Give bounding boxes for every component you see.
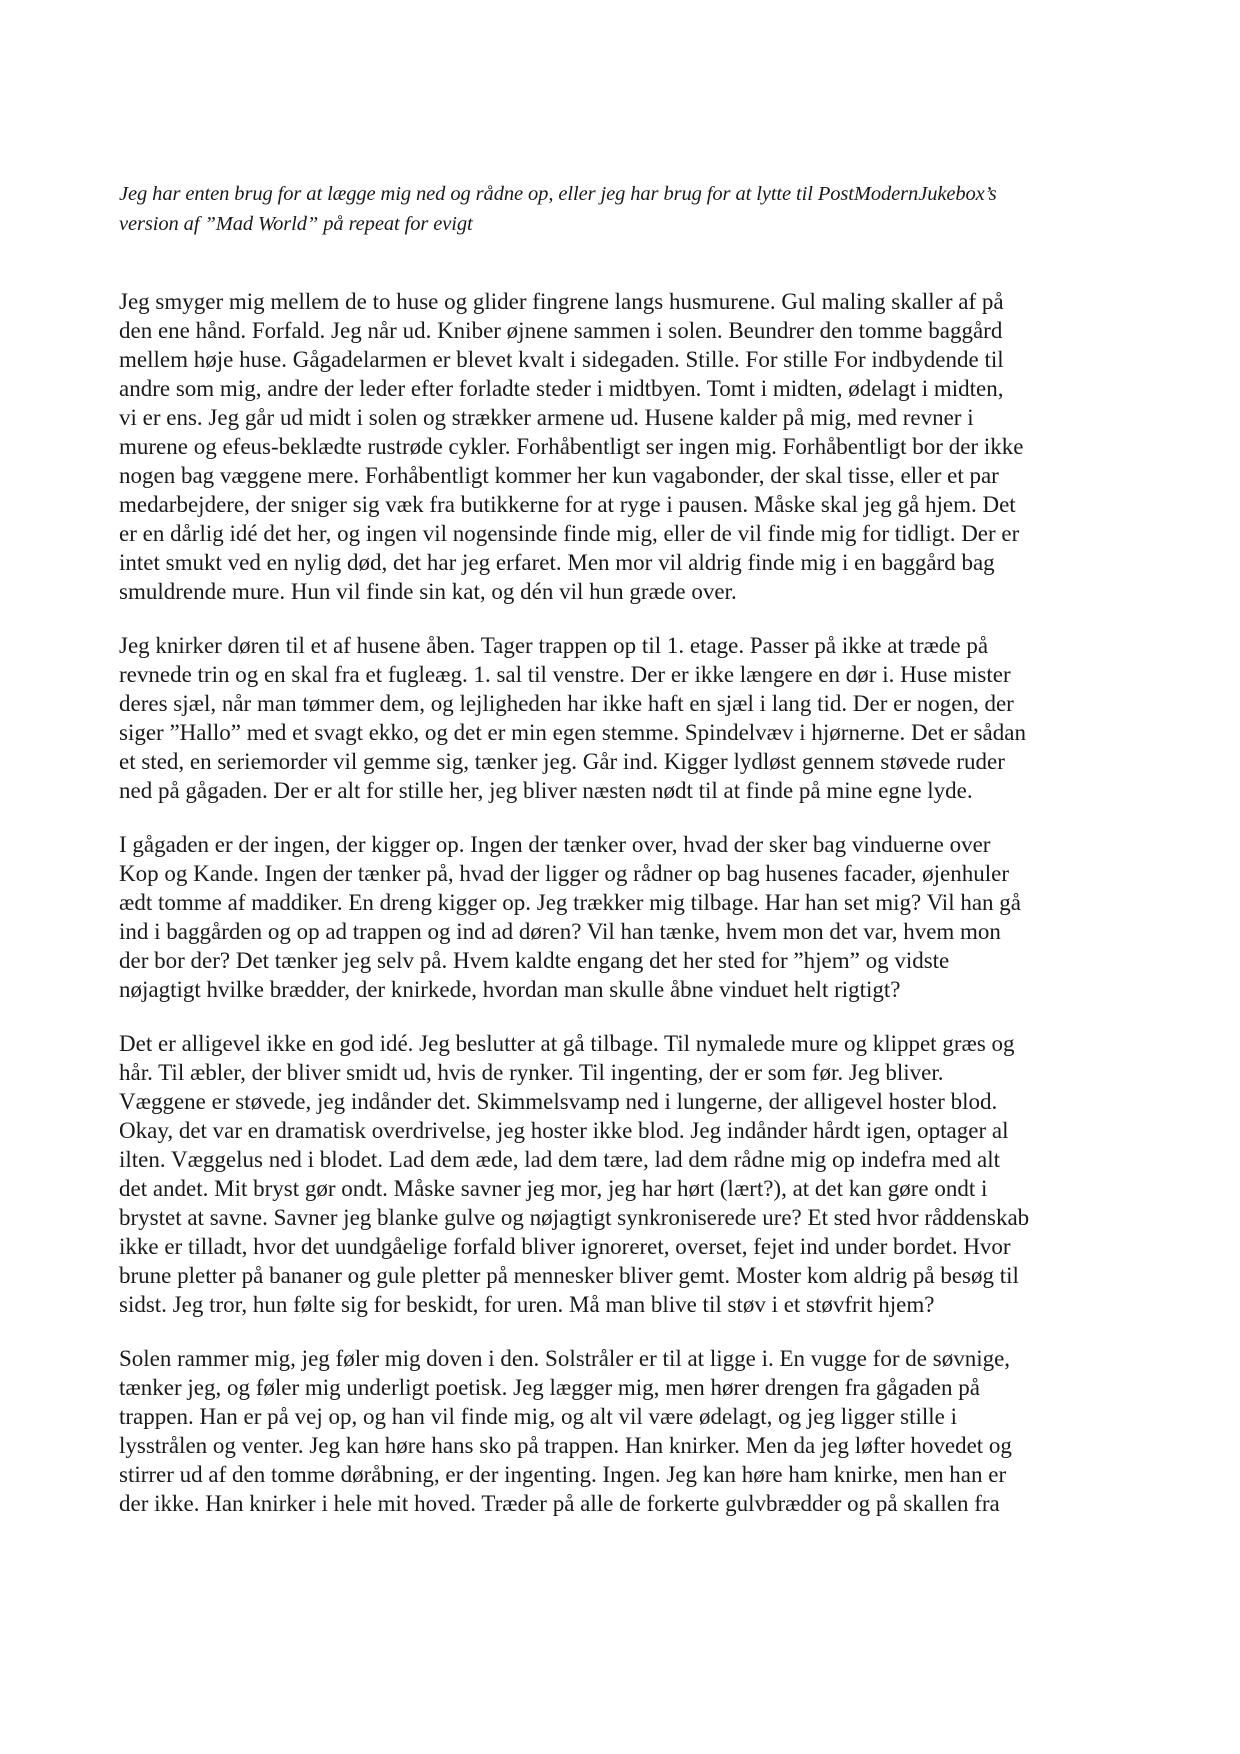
paragraph-line: Væggene er støvede, jeg indånder det. Skimmelsvamp ned i lungerne, der alligevel hoster blod. — [119, 1089, 998, 1114]
paragraph-line: ned på gågaden. Der er alt for stille her, jeg bliver næsten nødt til at finde på mine egne lyde. — [119, 778, 973, 803]
paragraph-line: Det er alligevel ikke en god idé. Jeg beslutter at gå tilbage. Til nymalede mure og klippet græs og — [119, 1031, 1015, 1056]
paragraph-line: murene og efeus-beklædte rustrøde cykler. Forhåbentligt ser ingen mig. Forhåbentligt bor der ikke — [119, 434, 1024, 459]
paragraph-line: deres sjæl, når man tømmer dem, og lejligheden har ikke haft en sjæl i lang tid. Der er nogen, der — [119, 691, 1014, 716]
paragraph-line: lysstrålen og venter. Jeg kan høre hans sko på trappen. Han knirker. Men da jeg løfter hovedet og — [119, 1433, 1012, 1458]
paragraph-line: stirrer ud af den tomme døråbning, er der ingenting. Ingen. Jeg kan høre ham knirke, men han er — [119, 1462, 1007, 1487]
document-title — [119, 179, 1129, 239]
paragraph-line: vi er ens. Jeg går ud midt i solen og strækker armene ud. Husene kalder på mig, med revner i — [119, 405, 974, 430]
paragraph-line: I gågaden er der ingen, der kigger op. Ingen der tænker over, hvad der sker bag vinduerne over — [119, 832, 991, 857]
paragraph-line: Okay, det var en dramatisk overdrivelse, jeg hoster ikke blod. Jeg indånder hårdt igen, optager al — [119, 1118, 1009, 1143]
paragraph-line: revnede trin og en skal fra et fugleæg. 1. sal til venstre. Der er ikke længere en dør i. Huse mister — [119, 662, 1011, 687]
paragraph-line: brystet at savne. Savner jeg blanke gulve og nøjagtigt synkroniserede ure? Et sted hvor råddenskab — [119, 1205, 1030, 1230]
paragraph-line: mellem høje huse. Gågadelarmen er blevet kvalt i sidegaden. Stille. For stille For indbydende til — [119, 347, 1004, 372]
title-line: Jeg har enten brug for at lægge mig ned og rådne op, eller jeg har brug for at lytte til PostModernJukebox’s — [119, 183, 997, 205]
paragraph-line: smuldrende mure. Hun vil finde sin kat, og dén vil hun græde over. — [119, 579, 737, 604]
paragraph-line: Kop og Kande. Ingen der tænker på, hvad der ligger og rådner op bag husenes facader, øjenhuler — [119, 861, 1010, 886]
paragraph-line: et sted, en seriemorder vil gemme sig, tænker jeg. Går ind. Kigger lydløst gennem støvede ruder — [119, 749, 1005, 774]
paragraph-line: trappen. Han er på vej op, og han vil finde mig, og alt vil være ødelagt, og jeg ligger stille i — [119, 1404, 958, 1429]
paragraph-line: ædt tomme af maddiker. En dreng kigger op. Jeg trækker mig tilbage. Har han set mig? Vil han gå — [119, 890, 1022, 915]
paragraph-line: medarbejdere, der sniger sig væk fra butikkerne for at ryge i pausen. Måske skal jeg gå hjem. Det — [119, 492, 1016, 517]
paragraph-line: den ene hånd. Forfald. Jeg når ud. Kniber øjnene sammen i solen. Beundrer den tomme baggård — [119, 318, 1003, 343]
paragraph — [119, 830, 1129, 1004]
paragraph-line: Jeg knirker døren til et af husene åben. Tager trappen op til 1. etage. Passer på ikke at træde på — [119, 633, 989, 658]
paragraph-line: der bor der? Det tænker jeg selv på. Hvem kaldte engang det her sted for ”hjem” og vidste — [119, 948, 950, 973]
paragraph-line: ind i baggården og op ad trappen og ind ad døren? Vil han tænke, hvem mon det var, hvem mon — [119, 919, 1001, 944]
paragraph — [119, 287, 1129, 606]
paragraph-line: er en dårlig idé det her, og ingen vil nogensinde finde mig, eller de vil finde mig for tidligt. Der er — [119, 521, 1020, 546]
paragraph-line: Solen rammer mig, jeg føler mig doven i den. Solstråler er til at ligge i. En vugge for de søvnige, — [119, 1346, 1011, 1371]
document-body — [119, 287, 1129, 1543]
paragraph-line: nøjagtigt hvilke brædder, der knirkede, hvordan man skulle åbne vinduet helt rigtigt? — [119, 977, 901, 1002]
paragraph-line: ikke er tilladt, hvor det uundgåelige forfald bliver ignoreret, overset, fejet ind under bordet. Hvor — [119, 1234, 1011, 1259]
paragraph — [119, 1029, 1129, 1319]
paragraph-line: brune pletter på bananer og gule pletter på mennesker bliver gemt. Moster kom aldrig på besøg til — [119, 1263, 1019, 1288]
paragraph-line: nogen bag væggene mere. Forhåbentligt kommer her kun vagabonder, der skal tisse, eller et par — [119, 463, 999, 488]
paragraph-line: ilten. Væggelus ned i blodet. Lad dem æde, lad dem tære, lad dem rådne mig op indefra med alt — [119, 1147, 1001, 1172]
paragraph-line: siger ”Hallo” med et svagt ekko, og det er min egen stemme. Spindelvæv i hjørnerne. Det er sådan — [119, 720, 1026, 745]
paragraph-line: hår. Til æbler, der bliver smidt ud, hvis de rynker. Til ingenting, der er som før. Jeg bliver. — [119, 1060, 944, 1085]
paragraph — [119, 631, 1129, 805]
paragraph-line: andre som mig, andre der leder efter forladte steder i midtbyen. Tomt i midten, ødelagt i midten, — [119, 376, 1004, 401]
paragraph-line: det andet. Mit bryst gør ondt. Måske savner jeg mor, jeg har hørt (lært?), at det kan gøre ondt i — [119, 1176, 988, 1201]
paragraph-line: intet smukt ved en nylig død, det har jeg erfaret. Men mor vil aldrig finde mig i en baggård bag — [119, 550, 995, 575]
paragraph-line: tænker jeg, og føler mig underligt poetisk. Jeg lægger mig, men hører drengen fra gågaden på — [119, 1375, 980, 1400]
title-line: version af ”Mad World” på repeat for evigt — [119, 213, 473, 235]
paragraph-line: der ikke. Han knirker i hele mit hoved. Træder på alle de forkerte gulvbrædder og på skallen fra — [119, 1491, 1000, 1516]
paragraph-line: sidst. Jeg tror, hun følte sig for beskidt, for uren. Må man blive til støv i et støvfrit hjem? — [119, 1292, 935, 1317]
paragraph-line: Jeg smyger mig mellem de to huse og glider fingrene langs husmurene. Gul maling skaller af på — [119, 289, 1004, 314]
paragraph — [119, 1344, 1129, 1518]
